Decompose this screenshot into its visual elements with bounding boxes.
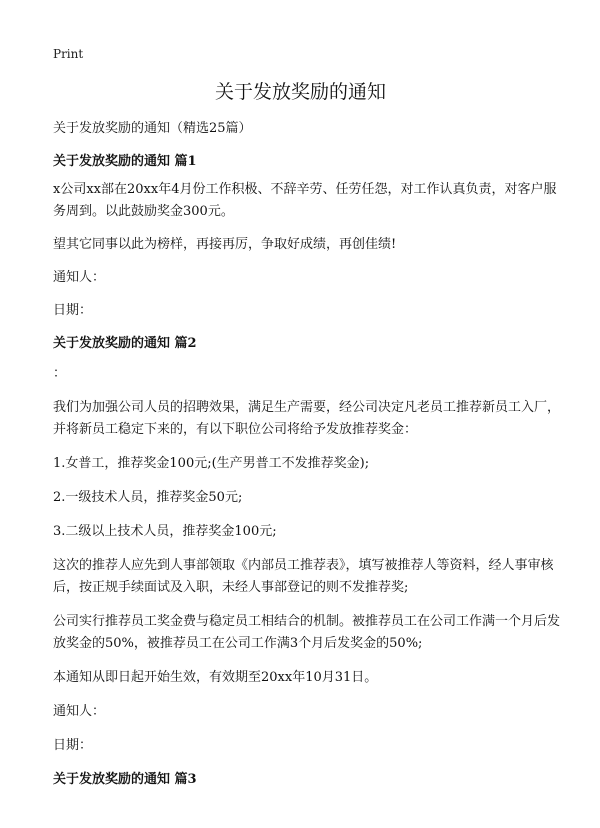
document-title: 关于发放奖励的通知 [214,81,386,103]
paragraph: x公司xx部在20xx年4月份工作积极、不辞辛劳、任劳任怨，对工作认真负责，对客户服务周到。以此鼓励奖金300元。 [53,182,557,219]
section-heading-1: 关于发放奖励的通知 篇1 [53,154,197,169]
paragraph: 望其它同事以此为榜样，再接再厉，争取好成绩，再创佳绩! [53,237,397,252]
list-item: 3.二级以上技术人员，推荐奖金100元; [53,524,277,539]
salutation-colon: ： [53,366,67,381]
paragraph: 公司实行推荐员工奖金费与稳定员工相结合的机制。被推荐员工在公司工作满一个月后发放奖金的50%，被推荐员工在公司工作满3个月后发奖金的50%; [53,614,561,651]
notifier-line: 通知人： [53,704,106,719]
document-content [53,118,560,791]
print-label[interactable]: Print [53,47,84,61]
notifier-line: 通知人： [53,270,106,285]
paragraph: 我们为加强公司人员的招聘效果，满足生产需要，经公司决定凡老员工推荐新员工入厂，并将新员工稳定下来的，有以下职位公司将给予发放推荐奖金： [53,400,561,437]
paragraph: 本通知从即日起开始生效，有效期至20xx年10月31日。 [53,670,378,685]
document-subtitle: 关于发放奖励的通知（精选25篇） [53,121,252,136]
list-item: 2.一级技术人员，推荐奖金50元; [53,490,243,505]
paragraph: 这次的推荐人应先到人事部领取《内部员工推荐表》，填写被推荐人等资料，经人事审核后，按正规手续面试及入职，未经人事部登记的则不发推荐奖; [53,558,554,595]
section-heading-3: 关于发放奖励的通知 篇3 [53,772,197,787]
date-line: 日期： [53,303,93,318]
section-heading-2: 关于发放奖励的通知 篇2 [53,336,197,351]
list-item: 1.女普工，推荐奖金100元;(生产男普工不发推荐奖金); [53,456,370,471]
date-line: 日期： [53,738,93,753]
